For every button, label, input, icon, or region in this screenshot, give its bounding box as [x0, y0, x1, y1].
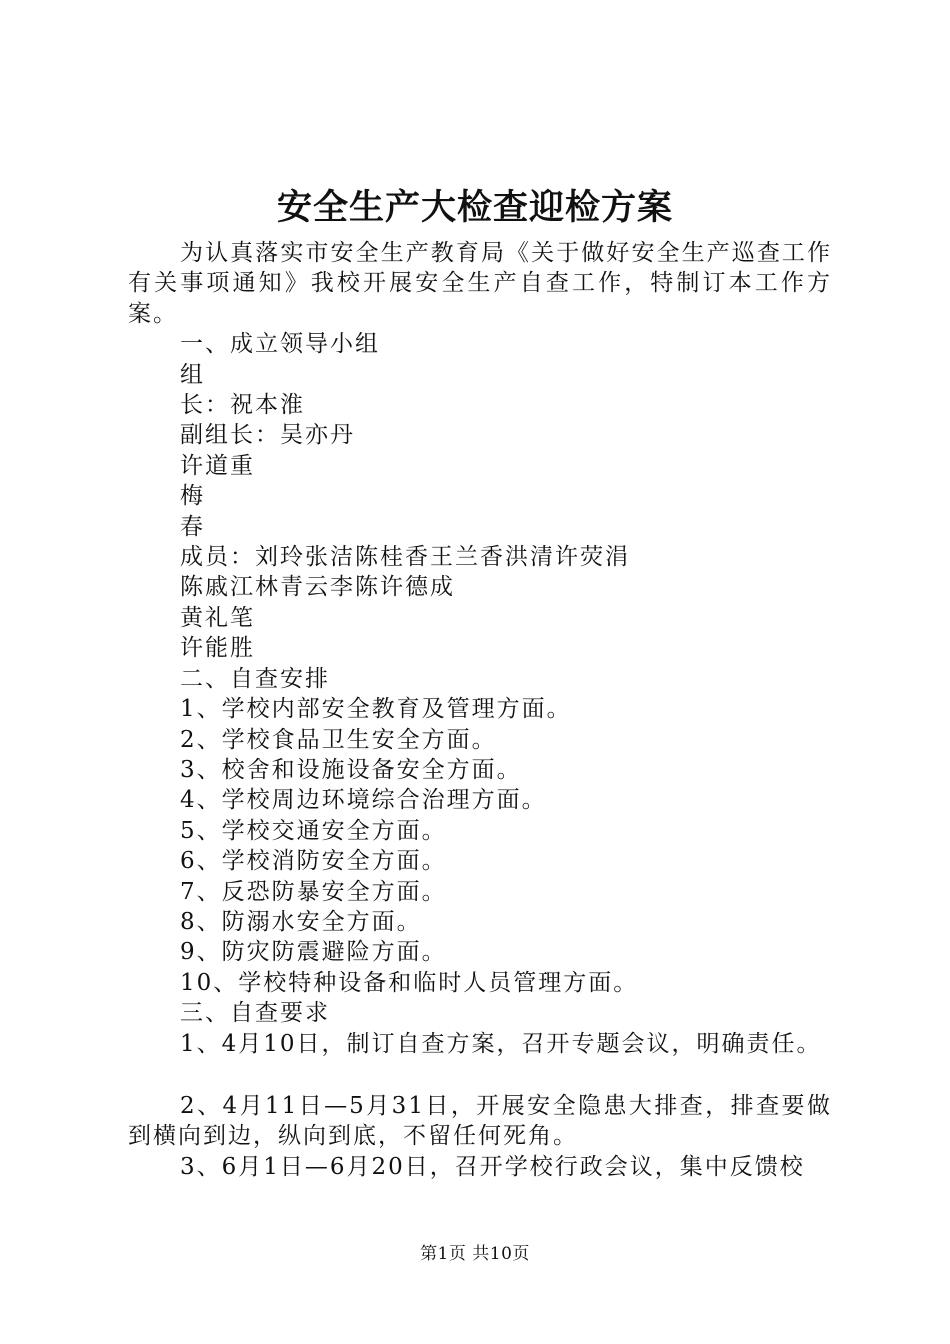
- arrangement-item: 10、学校特种设备和临时人员管理方面。: [180, 969, 639, 996]
- leadership-line: 组: [180, 361, 205, 388]
- arrangement-item: 9、防灾防震避险方面。: [180, 939, 447, 966]
- leadership-line: 许道重: [180, 452, 255, 479]
- arrangement-item: 8、防溺水安全方面。: [180, 908, 422, 935]
- intro-paragraph: 为认真落实市安全生产教育局《关于做好安全生产巡查工作有关事项通知》我校开展安全生产自查工作，特制订本工作方案。: [128, 240, 832, 327]
- section-heading-requirements: 三、自查要求: [180, 1000, 330, 1027]
- leadership-line: 长：祝本淮: [180, 392, 305, 419]
- requirement-item: 3、6月1日—6月20日，召开学校行政会议，集中反馈校: [180, 1153, 805, 1180]
- arrangement-item: 6、学校消防安全方面。: [180, 848, 447, 875]
- arrangement-item: 2、学校食品卫生安全方面。: [180, 726, 497, 753]
- document-title: 安全生产大检查迎检方案: [276, 187, 673, 228]
- leadership-line: 许能胜: [180, 635, 255, 662]
- requirement-item: 1、4月10日，制订自查方案，召开专题会议，明确责任。: [180, 1030, 822, 1057]
- leadership-line: 春: [180, 513, 205, 540]
- leadership-line: 陈戚江林青云李陈许德成: [180, 574, 455, 601]
- arrangement-item: 7、反恐防暴安全方面。: [180, 878, 447, 905]
- section-heading-leadership: 一、成立领导小组: [180, 331, 380, 358]
- leadership-line: 黄礼笔: [180, 604, 255, 631]
- leadership-line: 梅: [180, 483, 205, 510]
- arrangement-item: 3、校舍和设施设备安全方面。: [180, 756, 522, 783]
- page-footer: 第1页 共10页: [420, 1244, 530, 1264]
- requirement-item: 2、4月11日—5月31日，开展安全隐患大排查，排查要做到横向到边，纵向到底，不留任何死角。: [128, 1092, 832, 1150]
- leadership-line: 副组长：吴亦丹: [180, 422, 355, 449]
- arrangement-item: 5、学校交通安全方面。: [180, 817, 447, 844]
- paragraph-gap: [128, 1059, 832, 1091]
- arrangement-item: 1、学校内部安全教育及管理方面。: [180, 696, 572, 723]
- arrangement-item: 4、学校周边环境综合治理方面。: [180, 787, 547, 814]
- document-body: [128, 238, 832, 1182]
- leadership-line: 成员：刘玲张洁陈桂香王兰香洪清许荧涓: [180, 544, 630, 571]
- section-heading-arrangement: 二、自查安排: [180, 665, 330, 692]
